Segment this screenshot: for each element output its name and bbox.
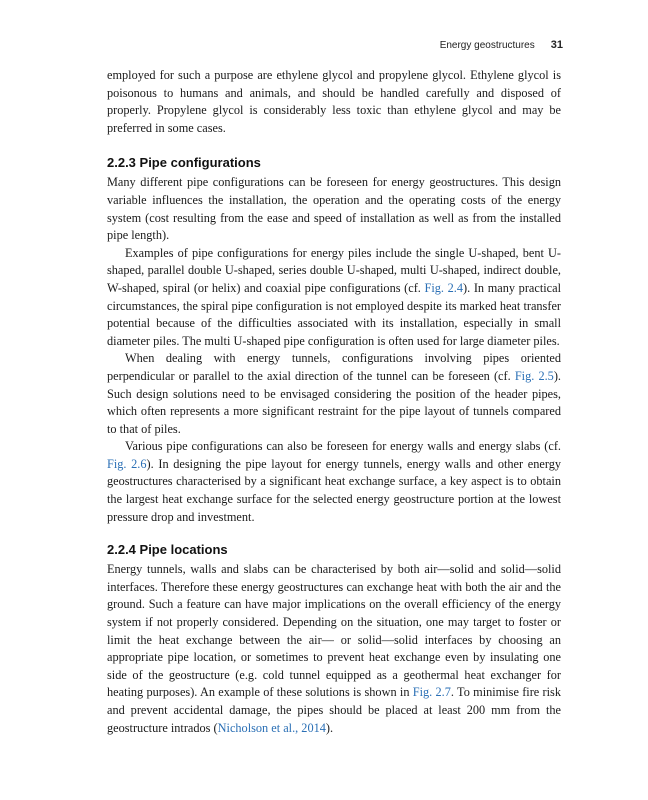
running-head [0, 39, 563, 51]
body-text [107, 67, 561, 737]
figure-link-2-5[interactable]: Fig. 2.5 [514, 368, 554, 383]
section-heading-2-2-3: 2.2.3 Pipe configurations [107, 155, 261, 171]
paragraph-walls-slabs [107, 438, 561, 526]
text-run: ). Such design solutions need to be envisaged considering the position of the header pipes, which often represents a more significant restraint for the pipe layout of tunnels compared to that of piles. [107, 368, 561, 436]
text-run: ). [325, 720, 334, 735]
paragraph-energy-piles [107, 245, 561, 351]
text-run: . To minimise fire risk and prevent accidental damage, the pipes should be placed at least 200 mm from the geostructure intrados ( [107, 685, 561, 735]
text-run: Energy tunnels, walls and slabs can be characterised by both air—solid and solid—solid interfaces. Therefore these energy geostructures can exchange heat with both the air and the ground. Such a feature can have major implications on the overall efficiency of the energy system if not properly considered. Depending on the situation, one may target to foster or limit the heat exchange between the air— or solid—solid interfaces by choosing an appropriate pipe location, or sometimes to prevent heat exchange even by insulating one side of the geostructure (e.g. cold tunnel equipped as a geothermal heat exchanger for heating purposes). An example of these solutions is shown in [107, 562, 561, 700]
text-run: ). In designing the pipe layout for energy tunnels, energy walls and other energy geostructures characterised by a significant heat exchange surface, a key aspect is to obtain the largest heat exchange surface for the selected energy geostructure portion at the lowest pressure drop and investment. [107, 456, 561, 524]
citation-link-nicholson-2014[interactable]: Nicholson et al., 2014 [217, 720, 326, 735]
figure-link-2-6[interactable]: Fig. 2.6 [107, 456, 147, 471]
figure-link-2-7[interactable]: Fig. 2.7 [412, 685, 451, 700]
section-heading-2-2-4: 2.2.4 Pipe locations [107, 542, 228, 558]
text-run: ). In many practical circumstances, the spiral pipe configuration is not employed despite its marked heat transfer potential because of the difficulties associated with its installation, especially in small diameter piles. The multi U-shaped pipe configuration is often used for large diameter piles. [107, 280, 562, 348]
figure-link-2-4[interactable]: Fig. 2.4 [424, 280, 464, 295]
paragraph-pipe-config-intro: Many different pipe configurations can be foreseen for energy geostructures. This design variable influences the installation, the operation and the operating costs of the energy system (cost resulting from the ease and speed of installation as well as from the installed pipe length). [107, 175, 561, 243]
running-title: Energy geostructures [439, 40, 535, 51]
page-number: 31 [550, 39, 563, 51]
paragraph-continued: employed for such a purpose are ethylene glycol and propylene glycol. Ethylene glycol is poisonous to humans and animals, and should be handled carefully and disposed of properly. Propylene glycol is considerably less toxic than ethylene glycol and may be preferred in some cases. [107, 68, 561, 135]
text-run: When dealing with energy tunnels, configurations involving pipes oriented perpendicular or parallel to the axial direction of the tunnel can be foreseen (cf. [107, 351, 561, 383]
paragraph-energy-tunnels [107, 350, 561, 438]
text-run: Examples of pipe configurations for energy piles include the single U-shaped, bent U-shaped, parallel double U-shaped, series double U-shaped, multi U-shaped, indirect double, W-shaped, spiral (or helix) and coaxial pipe configurations (cf. [107, 245, 561, 295]
text-run: Various pipe configurations can also be foreseen for energy walls and energy slabs (cf. [125, 439, 561, 454]
paragraph-pipe-locations [107, 561, 561, 737]
